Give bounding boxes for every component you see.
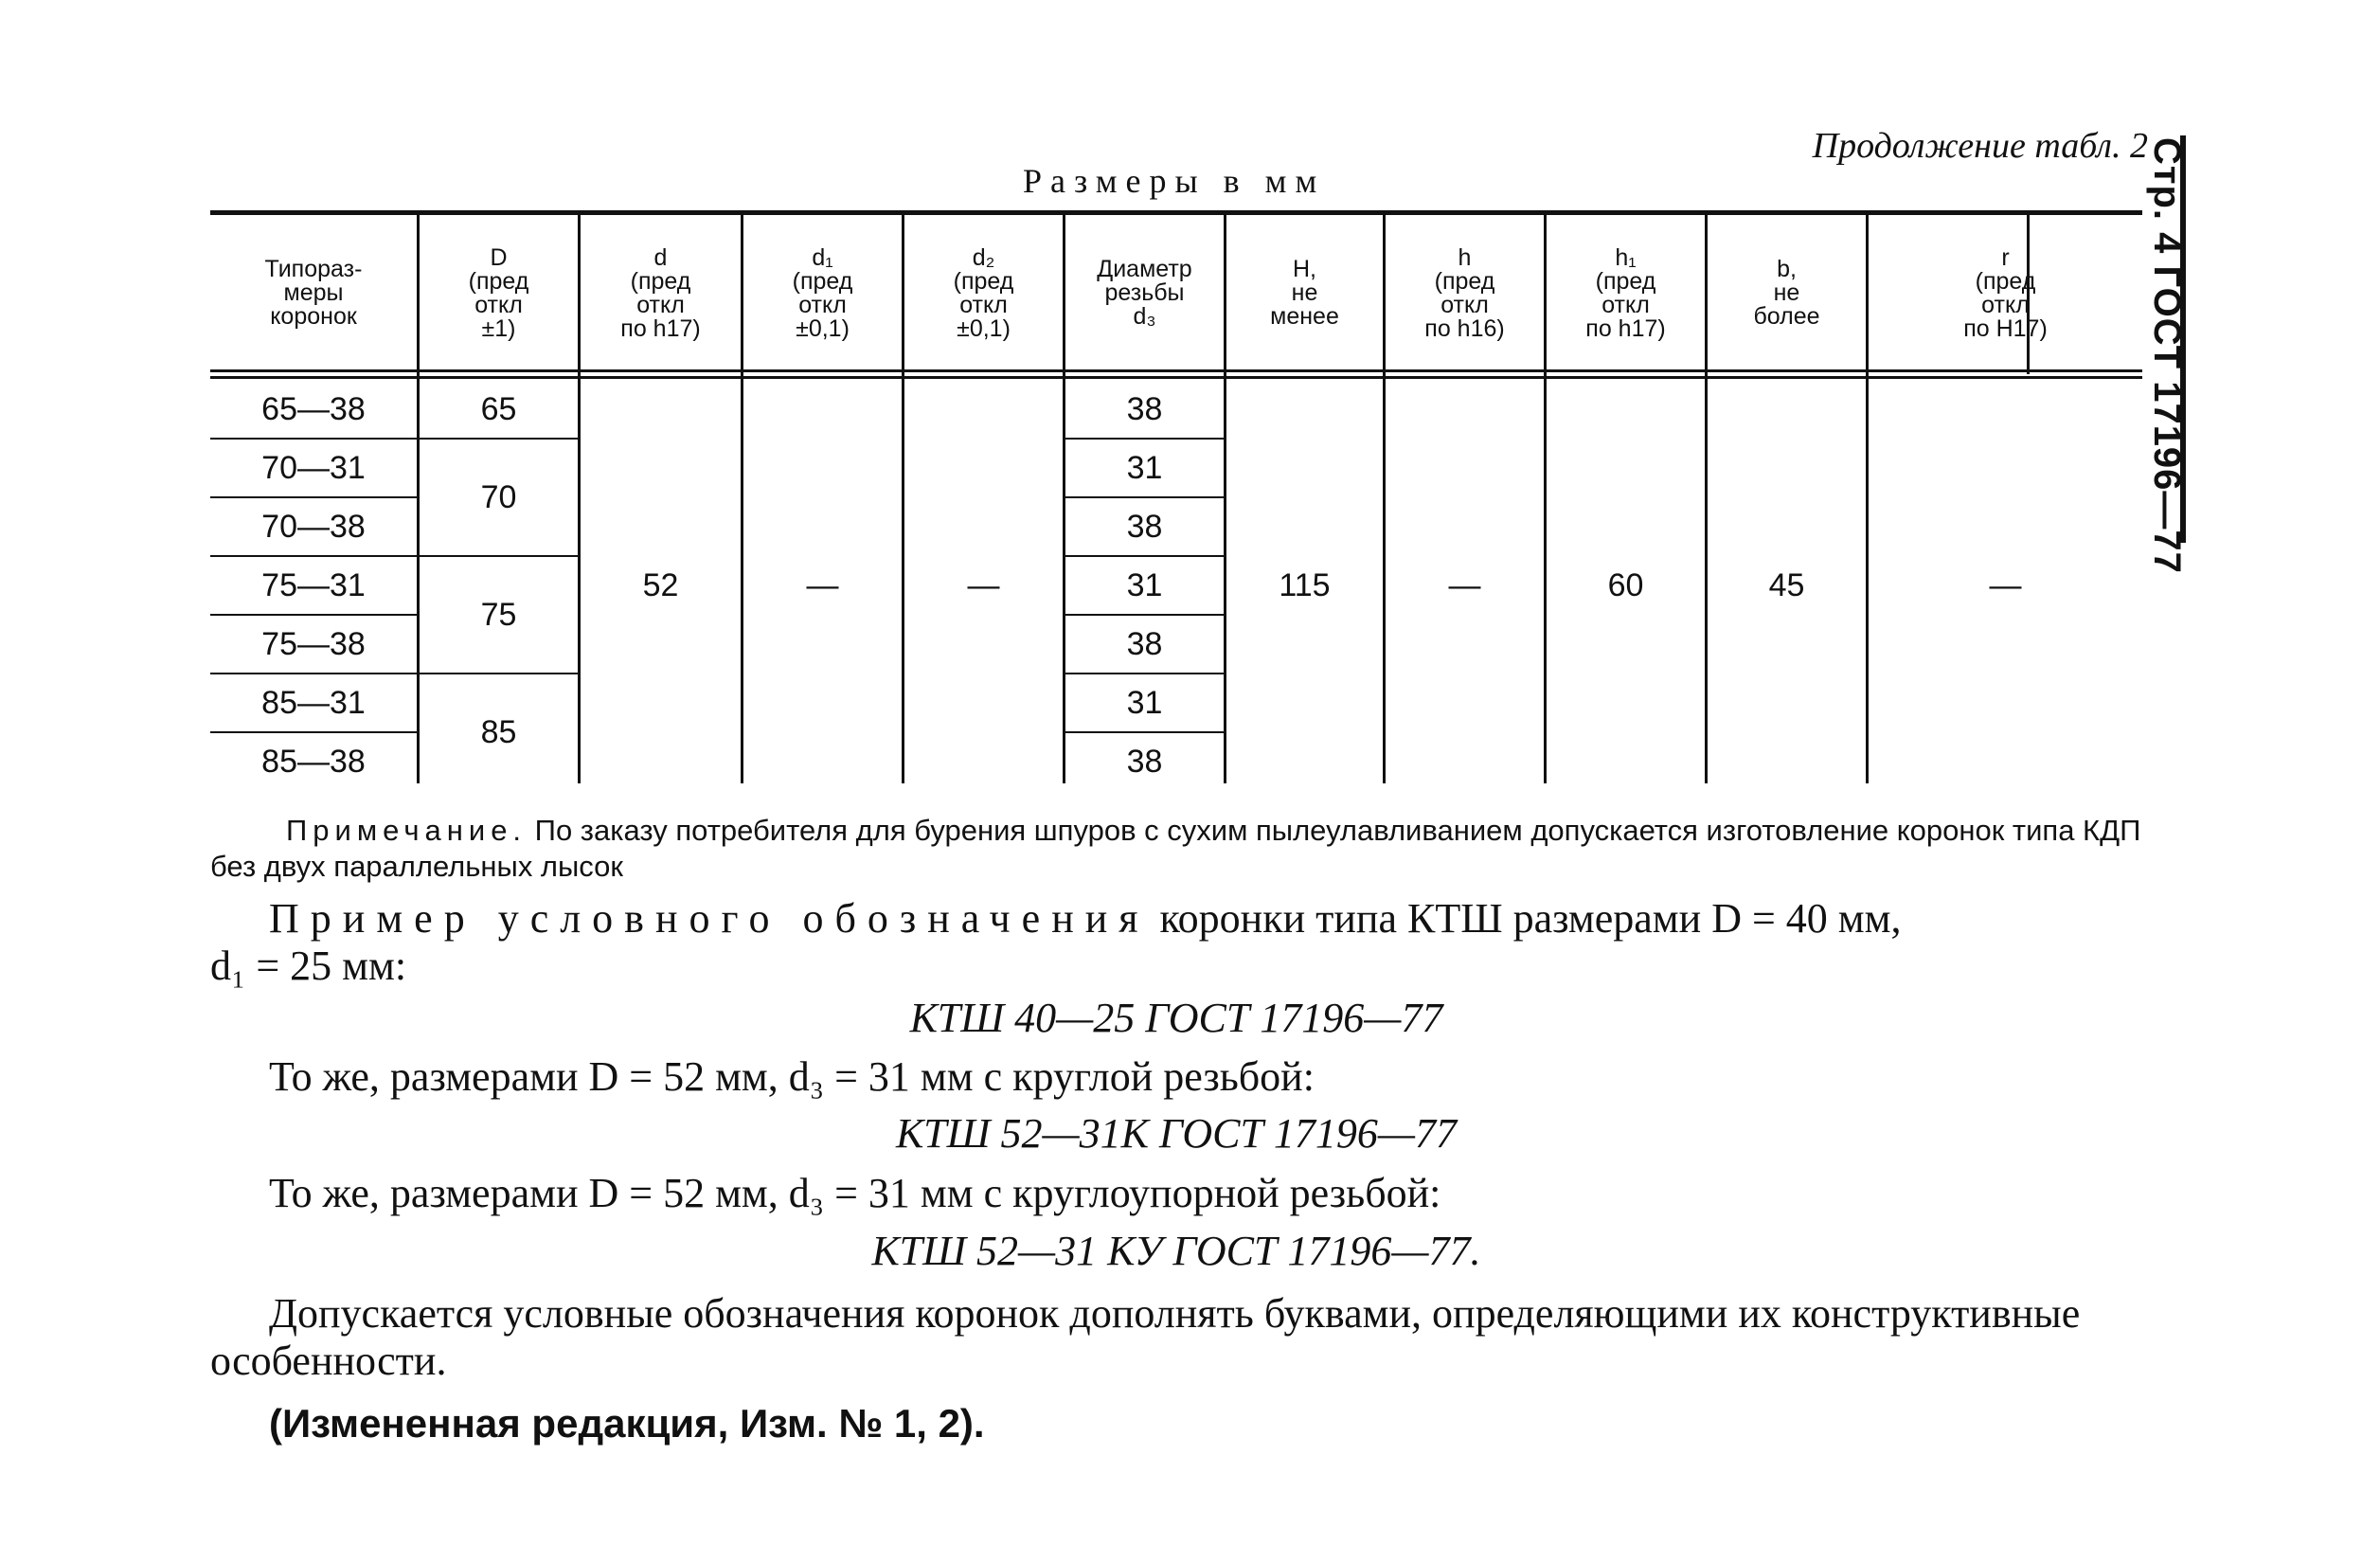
size-cell: 70—38 [261,508,366,545]
h-cell: — [1448,566,1481,603]
d3-cell: 38 [1126,390,1163,427]
header-d2: d₂ (пред откл ±0,1) [953,243,1014,342]
h1-cell: 60 [1607,566,1644,603]
d3-cell: 31 [1126,684,1163,721]
example-lead: Пример условного обозначения [269,895,1150,942]
same-text-2: То же, размерами D = 52 мм, d₃ = 31 мм с круглоупорной резьбой: [269,1170,1441,1216]
example-line-1 [210,895,2142,943]
units-caption: Размеры в мм [1023,162,1326,200]
d1-cell: — [806,566,839,603]
amendment-note: (Измененная редакция, Изм. № 1, 2). [269,1401,985,1446]
D-cell: 75 [480,596,517,633]
b-cell: 45 [1768,566,1805,603]
header-H: H, не менее [1270,256,1339,330]
D-cell: 65 [480,390,517,427]
table-note [210,813,2142,885]
same-text-1: То же, размерами D = 52 мм, d₃ = 31 мм с круглой резьбой: [269,1053,1315,1100]
size-cell: 70—31 [261,449,366,486]
size-cell: 85—38 [261,743,366,780]
d3-cell: 38 [1126,743,1163,780]
d2-cell: — [967,566,1000,603]
example-text-1: коронки типа КТШ размерами D = 40 мм, [1159,895,1902,942]
D-cell: 70 [480,478,517,515]
d3-cell: 31 [1126,449,1163,486]
d3-cell: 38 [1126,508,1163,545]
designation-2: КТШ 52—31К ГОСТ 17196—77 [895,1110,1458,1157]
header-r: r (пред откл по H17) [1963,243,2048,342]
example-text-2: d₁ = 25 мм: [210,943,407,989]
table-continuation-label: Продолжение табл. 2 [1812,126,2148,166]
page-header-vertical: Стр. 4 ГОСТ 17196—77 [2146,137,2188,574]
r-cell: — [1989,566,2022,603]
allowed-paragraph: Допускается условные обозначения коронок дополнять буквами, определяющими их конструктивные особенности. [210,1290,2081,1384]
size-cell: 75—38 [261,625,366,662]
header-D: D (пред откл ±1) [468,243,529,342]
header-size: Типораз- меры коронок [264,256,363,330]
designation-3: КТШ 52—31 КУ ГОСТ 17196—77. [871,1228,1481,1274]
header-h1: h₁ (пред откл по h17) [1585,243,1666,342]
size-cell: 75—31 [261,566,366,603]
size-cell: 85—31 [261,684,366,721]
designation-1: КТШ 40—25 ГОСТ 17196—77 [909,995,1443,1041]
header-h: h (пред откл по h16) [1424,243,1505,342]
dimensions-table [210,210,2142,788]
D-cell: 85 [480,713,517,750]
d3-cell: 38 [1126,625,1163,662]
size-cell: 65—38 [261,390,366,427]
note-text: По заказу потребителя для бурения шпуров с сухим пылеулавливанием допускается изготовление коронок типа КДП без двух параллельных лысок [210,814,2141,883]
H-cell: 115 [1279,566,1331,603]
header-d3: Диаметр резьбы d₃ [1097,256,1192,330]
header-b: b, не более [1753,256,1820,330]
d3-cell: 31 [1126,566,1163,603]
header-d1: d₁ (пред откл ±0,1) [792,243,853,342]
note-lead: Примечание. [286,814,528,847]
header-d: d (пред откл по h17) [620,243,701,342]
d-cell: 52 [642,566,679,603]
